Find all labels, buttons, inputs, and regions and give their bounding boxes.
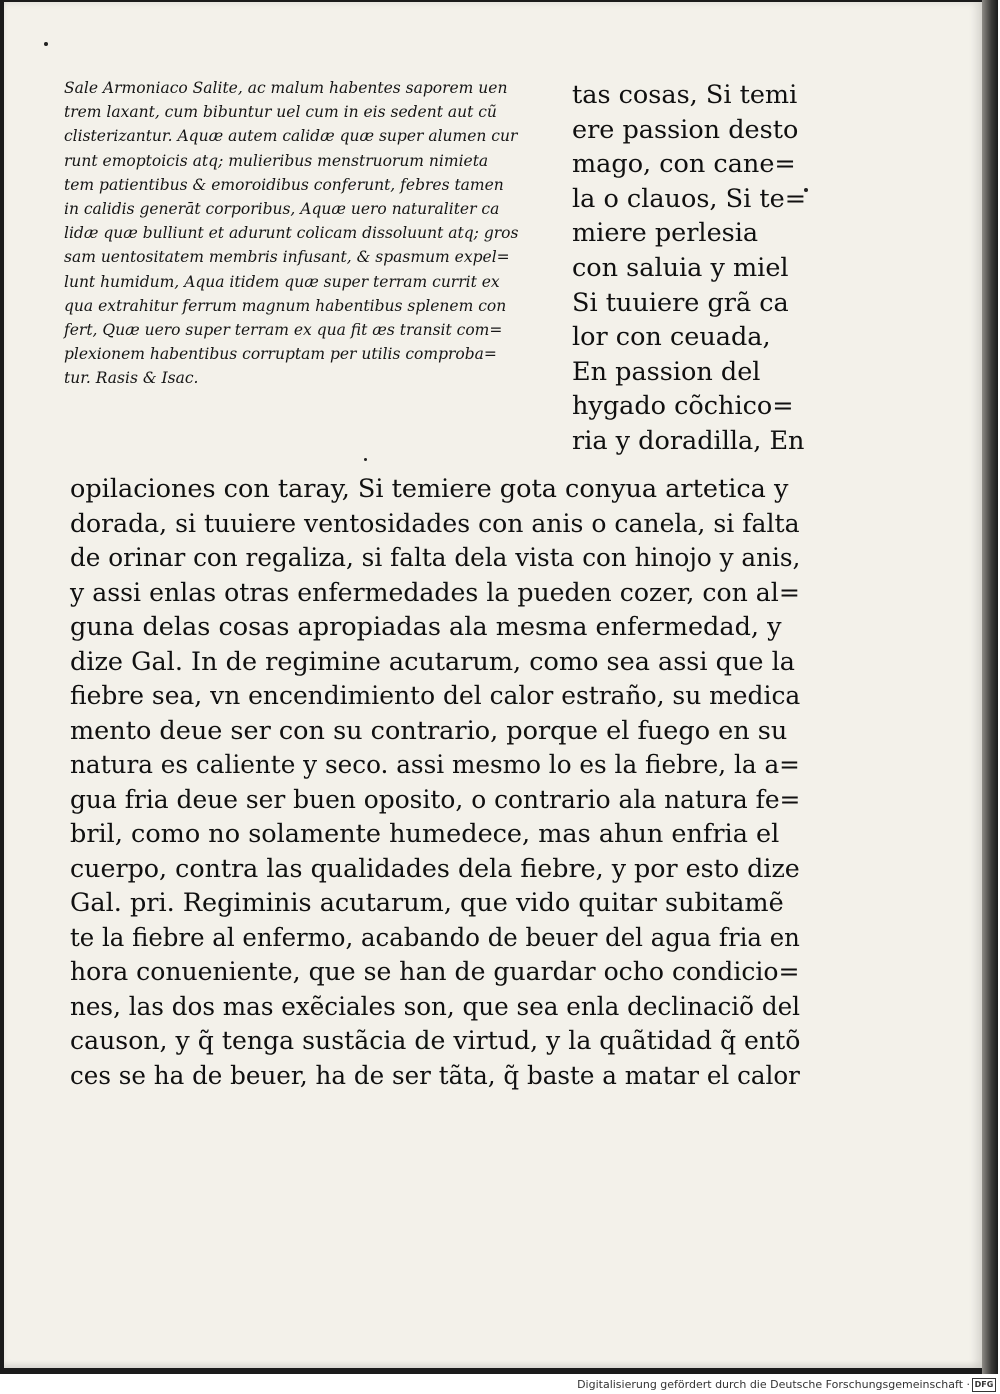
latin-line: qua extrahitur ferrum magnum habentibus splenem con — [64, 296, 507, 315]
body-line: dorada, si tuuiere ventosidades con anis o canela, si falta — [70, 508, 800, 539]
body-line: ces se ha de beuer, ha de ser tãta, q̃ baste a matar el calor — [70, 1060, 800, 1091]
body-line: nes, las dos mas exẽciales son, que sea enla declinaciõ del — [70, 991, 801, 1022]
side-line: miere perlesia — [572, 218, 759, 249]
body-line: hora conueniente, que se han de guardar ocho condicio= — [70, 957, 800, 987]
side-line: ere passion desto — [572, 114, 799, 145]
main-body-text — [70, 472, 800, 1093]
side-line: la o clauos, Si te= — [572, 183, 807, 214]
digitization-footer — [0, 1374, 1000, 1394]
side-line: tas cosas, Si temi — [572, 80, 798, 110]
latin-line: lunt humidum, Aqua itidem quæ super terram currit ex — [64, 272, 500, 291]
latin-line: tem patientibus & emoroidibus conferunt, febres tamen — [64, 175, 504, 194]
body-line: gua fria deue ser buen oposito, o contrario ala natura fe= — [70, 784, 801, 815]
side-line: ria y doradilla, En — [572, 425, 805, 456]
ink-speck — [364, 458, 367, 461]
dfg-credit-text: Digitalisierung gefördert durch die Deutsche Forschungsgemeinschaft · — [577, 1378, 970, 1391]
latin-line: sam uentositatem membris infusant, & spasmum expel= — [64, 248, 510, 267]
page-edge-shadow — [982, 0, 998, 1374]
body-line: cuerpo, contra las qualidades dela fiebre, y por esto dize — [70, 853, 800, 884]
latin-line: plexionem habentibus corruptam per utilis comproba= — [64, 345, 497, 364]
body-line: te la fiebre al enfermo, acabando de beuer del agua fria en — [70, 922, 800, 953]
body-line: causon, y q̃ tenga sustãcia de virtud, y la quãtidad q̃ entõ — [70, 1026, 801, 1056]
body-line: bril, como no solamente humedece, mas ahun enfria el — [70, 819, 780, 849]
book-page — [4, 2, 982, 1368]
side-line: hygado cõchico= — [572, 391, 794, 422]
latin-line: in calidis generāt corporibus, Aquæ uero naturaliter ca — [64, 200, 500, 219]
latin-line: fert, Quæ uero super terram ex qua fit æs transit com= — [64, 321, 503, 340]
body-line: y assi enlas otras enfermedades la pueden cozer, con al= — [70, 577, 800, 608]
latin-line: tur. Rasis & Isac. — [64, 369, 199, 388]
side-line: con saluia y miel — [572, 252, 789, 283]
body-line: fiebre sea, vn encendimiento del calor estraño, su medica — [70, 681, 801, 711]
side-line: lor con ceuada, — [572, 322, 771, 353]
latin-line: clisterizantur. Aquæ autem calidæ quæ super alumen cur — [64, 127, 518, 146]
side-line: Si tuuiere grã ca — [572, 287, 789, 318]
side-line: En passion del — [572, 356, 761, 387]
body-line: mento deue ser con su contrario, porque el fuego en su — [70, 715, 788, 746]
ink-speck — [44, 42, 48, 46]
latin-commentary-block — [64, 76, 564, 391]
body-line: de orinar con regaliza, si falta dela vista con hinojo y anis, — [70, 543, 801, 573]
latin-line: trem laxant, cum bibuntur uel cum in eis sedent aut cũ — [64, 103, 497, 122]
body-line: dize Gal. In de regimine acutarum, como sea assi que la — [70, 646, 795, 677]
body-line: natura es caliente y seco. assi mesmo lo es la fiebre, la a= — [70, 750, 800, 780]
dfg-logo: DFG — [972, 1378, 996, 1392]
body-line: guna delas cosas apropiadas ala mesma enfermedad, y — [70, 612, 782, 642]
latin-line: lidæ quæ bulliunt et adurunt colicam dissoluunt atq; gros — [64, 224, 519, 243]
latin-line: Sale Armoniaco Salite, ac malum habentes saporem uen — [64, 79, 508, 97]
body-line: opilaciones con taray, Si temiere gota conyua artetica y — [70, 474, 789, 504]
side-line: mago, con cane= — [572, 149, 796, 180]
side-column-text — [572, 78, 812, 459]
latin-line: runt emoptoicis atq; mulieribus menstruorum nimieta — [64, 151, 489, 170]
body-line: Gal. pri. Regiminis acutarum, que vido quitar subitamẽ — [70, 888, 784, 918]
